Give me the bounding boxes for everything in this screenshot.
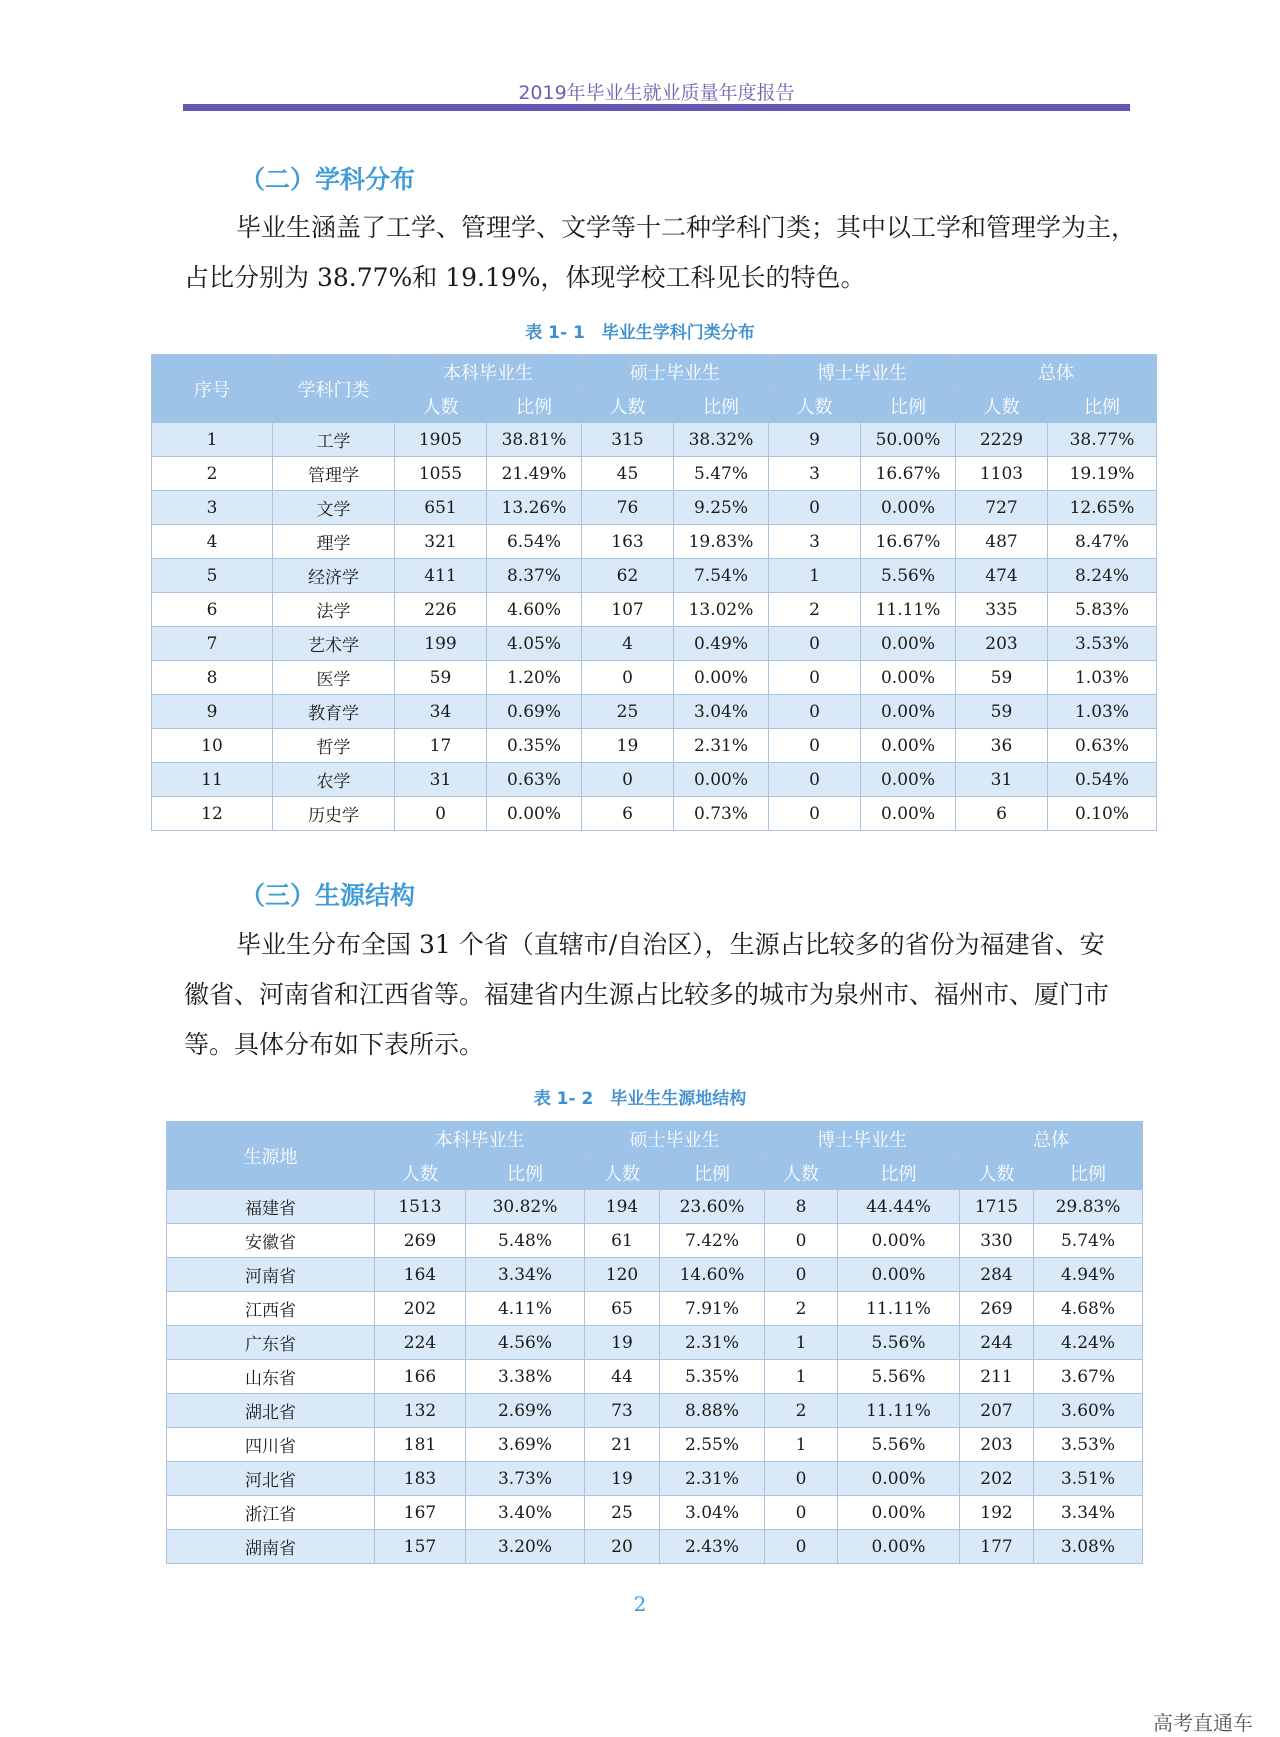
table-cell: 8.24%: [1048, 559, 1157, 593]
table-cell: 教育学: [273, 695, 395, 729]
table-cell: 河北省: [167, 1462, 375, 1496]
header-count: 人数: [582, 389, 674, 423]
table-cell: 25: [582, 695, 674, 729]
table-cell: 65: [585, 1292, 660, 1326]
table-cell: 203: [956, 627, 1048, 661]
table-cell: 2.31%: [660, 1462, 765, 1496]
table-cell: 164: [375, 1258, 466, 1292]
table-cell: 3.69%: [466, 1428, 585, 1462]
table-cell: 2: [769, 593, 861, 627]
table-cell: 132: [375, 1394, 466, 1428]
table-cell: 1: [152, 423, 273, 457]
table-cell: 0.73%: [674, 797, 769, 831]
table-cell: 1: [765, 1428, 838, 1462]
header-count: 人数: [585, 1156, 660, 1190]
table-cell: 0.54%: [1048, 763, 1157, 797]
table-cell: 3.60%: [1034, 1394, 1143, 1428]
table-row: [167, 1190, 1143, 1224]
table-cell: 1.20%: [487, 661, 582, 695]
table-cell: 8.47%: [1048, 525, 1157, 559]
table-cell: 166: [375, 1360, 466, 1394]
table-cell: 61: [585, 1224, 660, 1258]
header-count: 人数: [769, 389, 861, 423]
table-cell: 广东省: [167, 1326, 375, 1360]
header-origin: 生源地: [167, 1122, 375, 1190]
table-cell: 哲学: [273, 729, 395, 763]
header-ratio: 比例: [660, 1156, 765, 1190]
table-cell: 36: [956, 729, 1048, 763]
table-cell: 0: [765, 1496, 838, 1530]
table-cell: 12.65%: [1048, 491, 1157, 525]
subject-distribution-paragraph: [184, 203, 1137, 303]
table-cell: 0.00%: [861, 491, 956, 525]
page-number: 2: [633, 1592, 647, 1616]
table-cell: 4.11%: [466, 1292, 585, 1326]
table-cell: 0: [765, 1530, 838, 1564]
table-cell: 31: [956, 763, 1048, 797]
table-cell: 3.34%: [466, 1258, 585, 1292]
table-cell: 0: [769, 763, 861, 797]
table-cell: 理学: [273, 525, 395, 559]
header-count: 人数: [375, 1156, 466, 1190]
table-cell: 0: [395, 797, 487, 831]
header-ratio: 比例: [466, 1156, 585, 1190]
table-cell: 4.56%: [466, 1326, 585, 1360]
table-cell: 0: [765, 1462, 838, 1496]
table-row: [167, 1428, 1143, 1462]
table-cell: 3.51%: [1034, 1462, 1143, 1496]
table-cell: 192: [960, 1496, 1034, 1530]
table-cell: 农学: [273, 763, 395, 797]
table-cell: 269: [375, 1224, 466, 1258]
table-row: [152, 729, 1157, 763]
table-cell: 30.82%: [466, 1190, 585, 1224]
table-cell: 0.00%: [838, 1258, 960, 1292]
table-cell: 0.63%: [1048, 729, 1157, 763]
table-cell: 23.60%: [660, 1190, 765, 1224]
table-row: [167, 1462, 1143, 1496]
table-cell: 0.00%: [861, 661, 956, 695]
table-cell: 工学: [273, 423, 395, 457]
header-rule: [183, 104, 1130, 111]
header-subject: 学科门类: [273, 355, 395, 423]
table-cell: 315: [582, 423, 674, 457]
table-cell: 5.74%: [1034, 1224, 1143, 1258]
table-cell: 6: [152, 593, 273, 627]
table-cell: 2: [152, 457, 273, 491]
table-cell: 3.53%: [1048, 627, 1157, 661]
table-cell: 177: [960, 1530, 1034, 1564]
header-ratio: 比例: [487, 389, 582, 423]
table-cell: 19.83%: [674, 525, 769, 559]
table-cell: 203: [960, 1428, 1034, 1462]
table-cell: 17: [395, 729, 487, 763]
header-master: 硕士毕业生: [585, 1122, 765, 1156]
table-cell: 34: [395, 695, 487, 729]
table-cell: 法学: [273, 593, 395, 627]
table-cell: 3: [769, 525, 861, 559]
table-row: [152, 627, 1157, 661]
table-cell: 269: [960, 1292, 1034, 1326]
table-cell: 1: [769, 559, 861, 593]
table-cell: 0.00%: [861, 763, 956, 797]
table-cell: 3.67%: [1034, 1360, 1143, 1394]
table-cell: 321: [395, 525, 487, 559]
table-cell: 6.54%: [487, 525, 582, 559]
paragraph-line: 毕业生分布全国 31 个省（直辖市/自治区），生源占比较多的省份为福建省、安: [236, 930, 1105, 959]
table-cell: 474: [956, 559, 1048, 593]
table-row: [152, 797, 1157, 831]
table-row: [167, 1292, 1143, 1326]
table-cell: 文学: [273, 491, 395, 525]
table-cell: 2: [765, 1394, 838, 1428]
table-cell: 11.11%: [861, 593, 956, 627]
table-cell: 4: [582, 627, 674, 661]
paragraph-line: 徽省、河南省和江西省等。福建省内生源占比较多的城市为泉州市、福州市、厦门市: [184, 980, 1110, 1009]
table-cell: 3.34%: [1034, 1496, 1143, 1530]
section-title-subject-distribution: （二）学科分布: [240, 165, 416, 194]
table-cell: 2.43%: [660, 1530, 765, 1564]
table-cell: 8.37%: [487, 559, 582, 593]
table-cell: 7.42%: [660, 1224, 765, 1258]
table-cell: 244: [960, 1326, 1034, 1360]
table-cell: 1055: [395, 457, 487, 491]
table-cell: 25: [585, 1496, 660, 1530]
table-cell: 11: [152, 763, 273, 797]
table-row: [152, 491, 1157, 525]
table-cell: 5.56%: [838, 1428, 960, 1462]
table-cell: 59: [956, 661, 1048, 695]
table-cell: 284: [960, 1258, 1034, 1292]
table-cell: 经济学: [273, 559, 395, 593]
table-cell: 山东省: [167, 1360, 375, 1394]
table-cell: 湖北省: [167, 1394, 375, 1428]
table-cell: 0.00%: [838, 1462, 960, 1496]
table-cell: 226: [395, 593, 487, 627]
table-cell: 3.40%: [466, 1496, 585, 1530]
header-count: 人数: [960, 1156, 1034, 1190]
table-cell: 45: [582, 457, 674, 491]
table-cell: 19: [582, 729, 674, 763]
table-cell: 73: [585, 1394, 660, 1428]
table-cell: 38.77%: [1048, 423, 1157, 457]
table-cell: 107: [582, 593, 674, 627]
watermark-text: 高考直通车: [1153, 1711, 1253, 1735]
table-row: [152, 593, 1157, 627]
table-cell: 0: [769, 627, 861, 661]
table-cell: 335: [956, 593, 1048, 627]
header-undergraduate: 本科毕业生: [395, 355, 582, 389]
table-cell: 3.04%: [674, 695, 769, 729]
table-row: [167, 1326, 1143, 1360]
table-cell: 29.83%: [1034, 1190, 1143, 1224]
table-cell: 76: [582, 491, 674, 525]
table-cell: 2229: [956, 423, 1048, 457]
table-row: [152, 763, 1157, 797]
table-cell: 59: [956, 695, 1048, 729]
table-cell: 2.55%: [660, 1428, 765, 1462]
header-ratio: 比例: [861, 389, 956, 423]
header-ratio: 比例: [838, 1156, 960, 1190]
table-cell: 1513: [375, 1190, 466, 1224]
table-cell: 0.00%: [838, 1496, 960, 1530]
header-overall: 总体: [956, 355, 1157, 389]
table-cell: 211: [960, 1360, 1034, 1394]
table-cell: 0: [582, 763, 674, 797]
table-cell: 1715: [960, 1190, 1034, 1224]
table-cell: 0.35%: [487, 729, 582, 763]
paragraph-line: 毕业生涵盖了工学、管理学、文学等十二种学科门类；其中以工学和管理学为主，: [236, 213, 1137, 242]
table-cell: 50.00%: [861, 423, 956, 457]
table-cell: 19: [585, 1326, 660, 1360]
header-master: 硕士毕业生: [582, 355, 769, 389]
table1-caption: 表 1- 1 毕业生学科门类分布: [525, 323, 755, 343]
table-cell: 202: [960, 1462, 1034, 1496]
paragraph-line: 等。具体分布如下表所示。: [184, 1030, 485, 1059]
table-row: [167, 1496, 1143, 1530]
table-cell: 浙江省: [167, 1496, 375, 1530]
table-cell: 16.67%: [861, 525, 956, 559]
paragraph-line: 占比分别为 38.77%和 19.19%，体现学校工科见长的特色。: [184, 263, 866, 292]
table-cell: 8: [152, 661, 273, 695]
report-header-title: 2019年毕业生就业质量年度报告: [518, 82, 795, 104]
table-cell: 0: [769, 729, 861, 763]
table-cell: 4.05%: [487, 627, 582, 661]
table-cell: 19: [585, 1462, 660, 1496]
table-cell: 44: [585, 1360, 660, 1394]
table-cell: 0: [769, 797, 861, 831]
subject-distribution-table: [151, 354, 1157, 831]
header-doctor: 博士毕业生: [765, 1122, 960, 1156]
table-cell: 183: [375, 1462, 466, 1496]
table-cell: 0.00%: [861, 797, 956, 831]
table-cell: 20: [585, 1530, 660, 1564]
table-cell: 四川省: [167, 1428, 375, 1462]
table-cell: 12: [152, 797, 273, 831]
table-cell: 湖南省: [167, 1530, 375, 1564]
table-row: [167, 1530, 1143, 1564]
table-cell: 2.31%: [660, 1326, 765, 1360]
header-undergraduate: 本科毕业生: [375, 1122, 585, 1156]
table-cell: 7.54%: [674, 559, 769, 593]
header-count: 人数: [956, 389, 1048, 423]
header-count: 人数: [765, 1156, 838, 1190]
table-row: [152, 423, 1157, 457]
table2-caption: 表 1- 2 毕业生生源地结构: [533, 1089, 747, 1109]
header-ratio: 比例: [674, 389, 769, 423]
table-cell: 167: [375, 1496, 466, 1530]
table-cell: 1103: [956, 457, 1048, 491]
table-cell: 31: [395, 763, 487, 797]
table-cell: 8: [765, 1190, 838, 1224]
table-row: [152, 695, 1157, 729]
table-cell: 202: [375, 1292, 466, 1326]
table-cell: 14.60%: [660, 1258, 765, 1292]
table-cell: 62: [582, 559, 674, 593]
table-cell: 7: [152, 627, 273, 661]
header-doctor: 博士毕业生: [769, 355, 956, 389]
table-cell: 0.00%: [838, 1530, 960, 1564]
table-cell: 8.88%: [660, 1394, 765, 1428]
table-cell: 河南省: [167, 1258, 375, 1292]
header-overall: 总体: [960, 1122, 1143, 1156]
table-cell: 0: [765, 1258, 838, 1292]
table-cell: 330: [960, 1224, 1034, 1258]
table-cell: 5: [152, 559, 273, 593]
table-cell: 157: [375, 1530, 466, 1564]
table-cell: 38.81%: [487, 423, 582, 457]
table-cell: 0: [582, 661, 674, 695]
table-row: [167, 1258, 1143, 1292]
table-cell: 0.00%: [674, 763, 769, 797]
table-cell: 19.19%: [1048, 457, 1157, 491]
table-cell: 安徽省: [167, 1224, 375, 1258]
table-cell: 0.00%: [861, 695, 956, 729]
table-cell: 3: [152, 491, 273, 525]
student-origin-paragraph: [184, 920, 1130, 1070]
table-cell: 0: [769, 491, 861, 525]
table-cell: 6: [582, 797, 674, 831]
table-cell: 3: [769, 457, 861, 491]
table-row: [152, 457, 1157, 491]
table-cell: 224: [375, 1326, 466, 1360]
table-cell: 4: [152, 525, 273, 559]
table-cell: 6: [956, 797, 1048, 831]
table-cell: 59: [395, 661, 487, 695]
table-row: [152, 525, 1157, 559]
table-row: [167, 1394, 1143, 1428]
table-cell: 163: [582, 525, 674, 559]
table-cell: 13.26%: [487, 491, 582, 525]
table-cell: 历史学: [273, 797, 395, 831]
table-cell: 207: [960, 1394, 1034, 1428]
table-row: [152, 559, 1157, 593]
table-cell: 0.00%: [487, 797, 582, 831]
table-cell: 0: [769, 695, 861, 729]
table-cell: 5.48%: [466, 1224, 585, 1258]
table-cell: 0.10%: [1048, 797, 1157, 831]
header-count: 人数: [395, 389, 487, 423]
table-cell: 194: [585, 1190, 660, 1224]
table-cell: 651: [395, 491, 487, 525]
table-cell: 1.03%: [1048, 661, 1157, 695]
table-cell: 3.73%: [466, 1462, 585, 1496]
table-cell: 21.49%: [487, 457, 582, 491]
table-cell: 5.83%: [1048, 593, 1157, 627]
table-cell: 3.20%: [466, 1530, 585, 1564]
table-cell: 11.11%: [838, 1394, 960, 1428]
table-cell: 5.56%: [861, 559, 956, 593]
table-cell: 0: [769, 661, 861, 695]
table-cell: 21: [585, 1428, 660, 1462]
table-cell: 487: [956, 525, 1048, 559]
table-cell: 0.00%: [861, 729, 956, 763]
table-cell: 0.00%: [674, 661, 769, 695]
table-cell: 管理学: [273, 457, 395, 491]
table-cell: 医学: [273, 661, 395, 695]
table-cell: 5.35%: [660, 1360, 765, 1394]
table-cell: 199: [395, 627, 487, 661]
header-ratio: 比例: [1034, 1156, 1143, 1190]
table-cell: 0.49%: [674, 627, 769, 661]
table-cell: 120: [585, 1258, 660, 1292]
table-cell: 福建省: [167, 1190, 375, 1224]
table-cell: 0.00%: [861, 627, 956, 661]
table-cell: 1: [765, 1326, 838, 1360]
table-cell: 13.02%: [674, 593, 769, 627]
table-cell: 1: [765, 1360, 838, 1394]
table-cell: 9.25%: [674, 491, 769, 525]
table-cell: 2.31%: [674, 729, 769, 763]
table-cell: 16.67%: [861, 457, 956, 491]
table-cell: 4.94%: [1034, 1258, 1143, 1292]
table-cell: 7.91%: [660, 1292, 765, 1326]
table-cell: 0.00%: [838, 1224, 960, 1258]
table-cell: 181: [375, 1428, 466, 1462]
table-cell: 9: [769, 423, 861, 457]
table-cell: 727: [956, 491, 1048, 525]
table-cell: 4.24%: [1034, 1326, 1143, 1360]
table-cell: 3.38%: [466, 1360, 585, 1394]
header-serial-number: 序号: [152, 355, 273, 423]
table-cell: 411: [395, 559, 487, 593]
table-cell: 5.56%: [838, 1360, 960, 1394]
table-cell: 艺术学: [273, 627, 395, 661]
table-cell: 4.60%: [487, 593, 582, 627]
table-cell: 0.69%: [487, 695, 582, 729]
student-origin-table: [166, 1121, 1143, 1564]
table-cell: 5.47%: [674, 457, 769, 491]
table-cell: 1.03%: [1048, 695, 1157, 729]
section-title-student-origin: （三）生源结构: [240, 881, 416, 910]
table-cell: 44.44%: [838, 1190, 960, 1224]
table-cell: 9: [152, 695, 273, 729]
table-row: [167, 1224, 1143, 1258]
table-cell: 11.11%: [838, 1292, 960, 1326]
table-cell: 5.56%: [838, 1326, 960, 1360]
header-ratio: 比例: [1048, 389, 1157, 423]
table-row: [152, 661, 1157, 695]
table-cell: 4.68%: [1034, 1292, 1143, 1326]
table-cell: 0.63%: [487, 763, 582, 797]
table-cell: 3.04%: [660, 1496, 765, 1530]
table-cell: 38.32%: [674, 423, 769, 457]
table-cell: 10: [152, 729, 273, 763]
table-cell: 3.08%: [1034, 1530, 1143, 1564]
table-cell: 江西省: [167, 1292, 375, 1326]
table-cell: 1905: [395, 423, 487, 457]
table-cell: 0: [765, 1224, 838, 1258]
table-cell: 3.53%: [1034, 1428, 1143, 1462]
table-cell: 2.69%: [466, 1394, 585, 1428]
table-row: [167, 1360, 1143, 1394]
table-cell: 2: [765, 1292, 838, 1326]
